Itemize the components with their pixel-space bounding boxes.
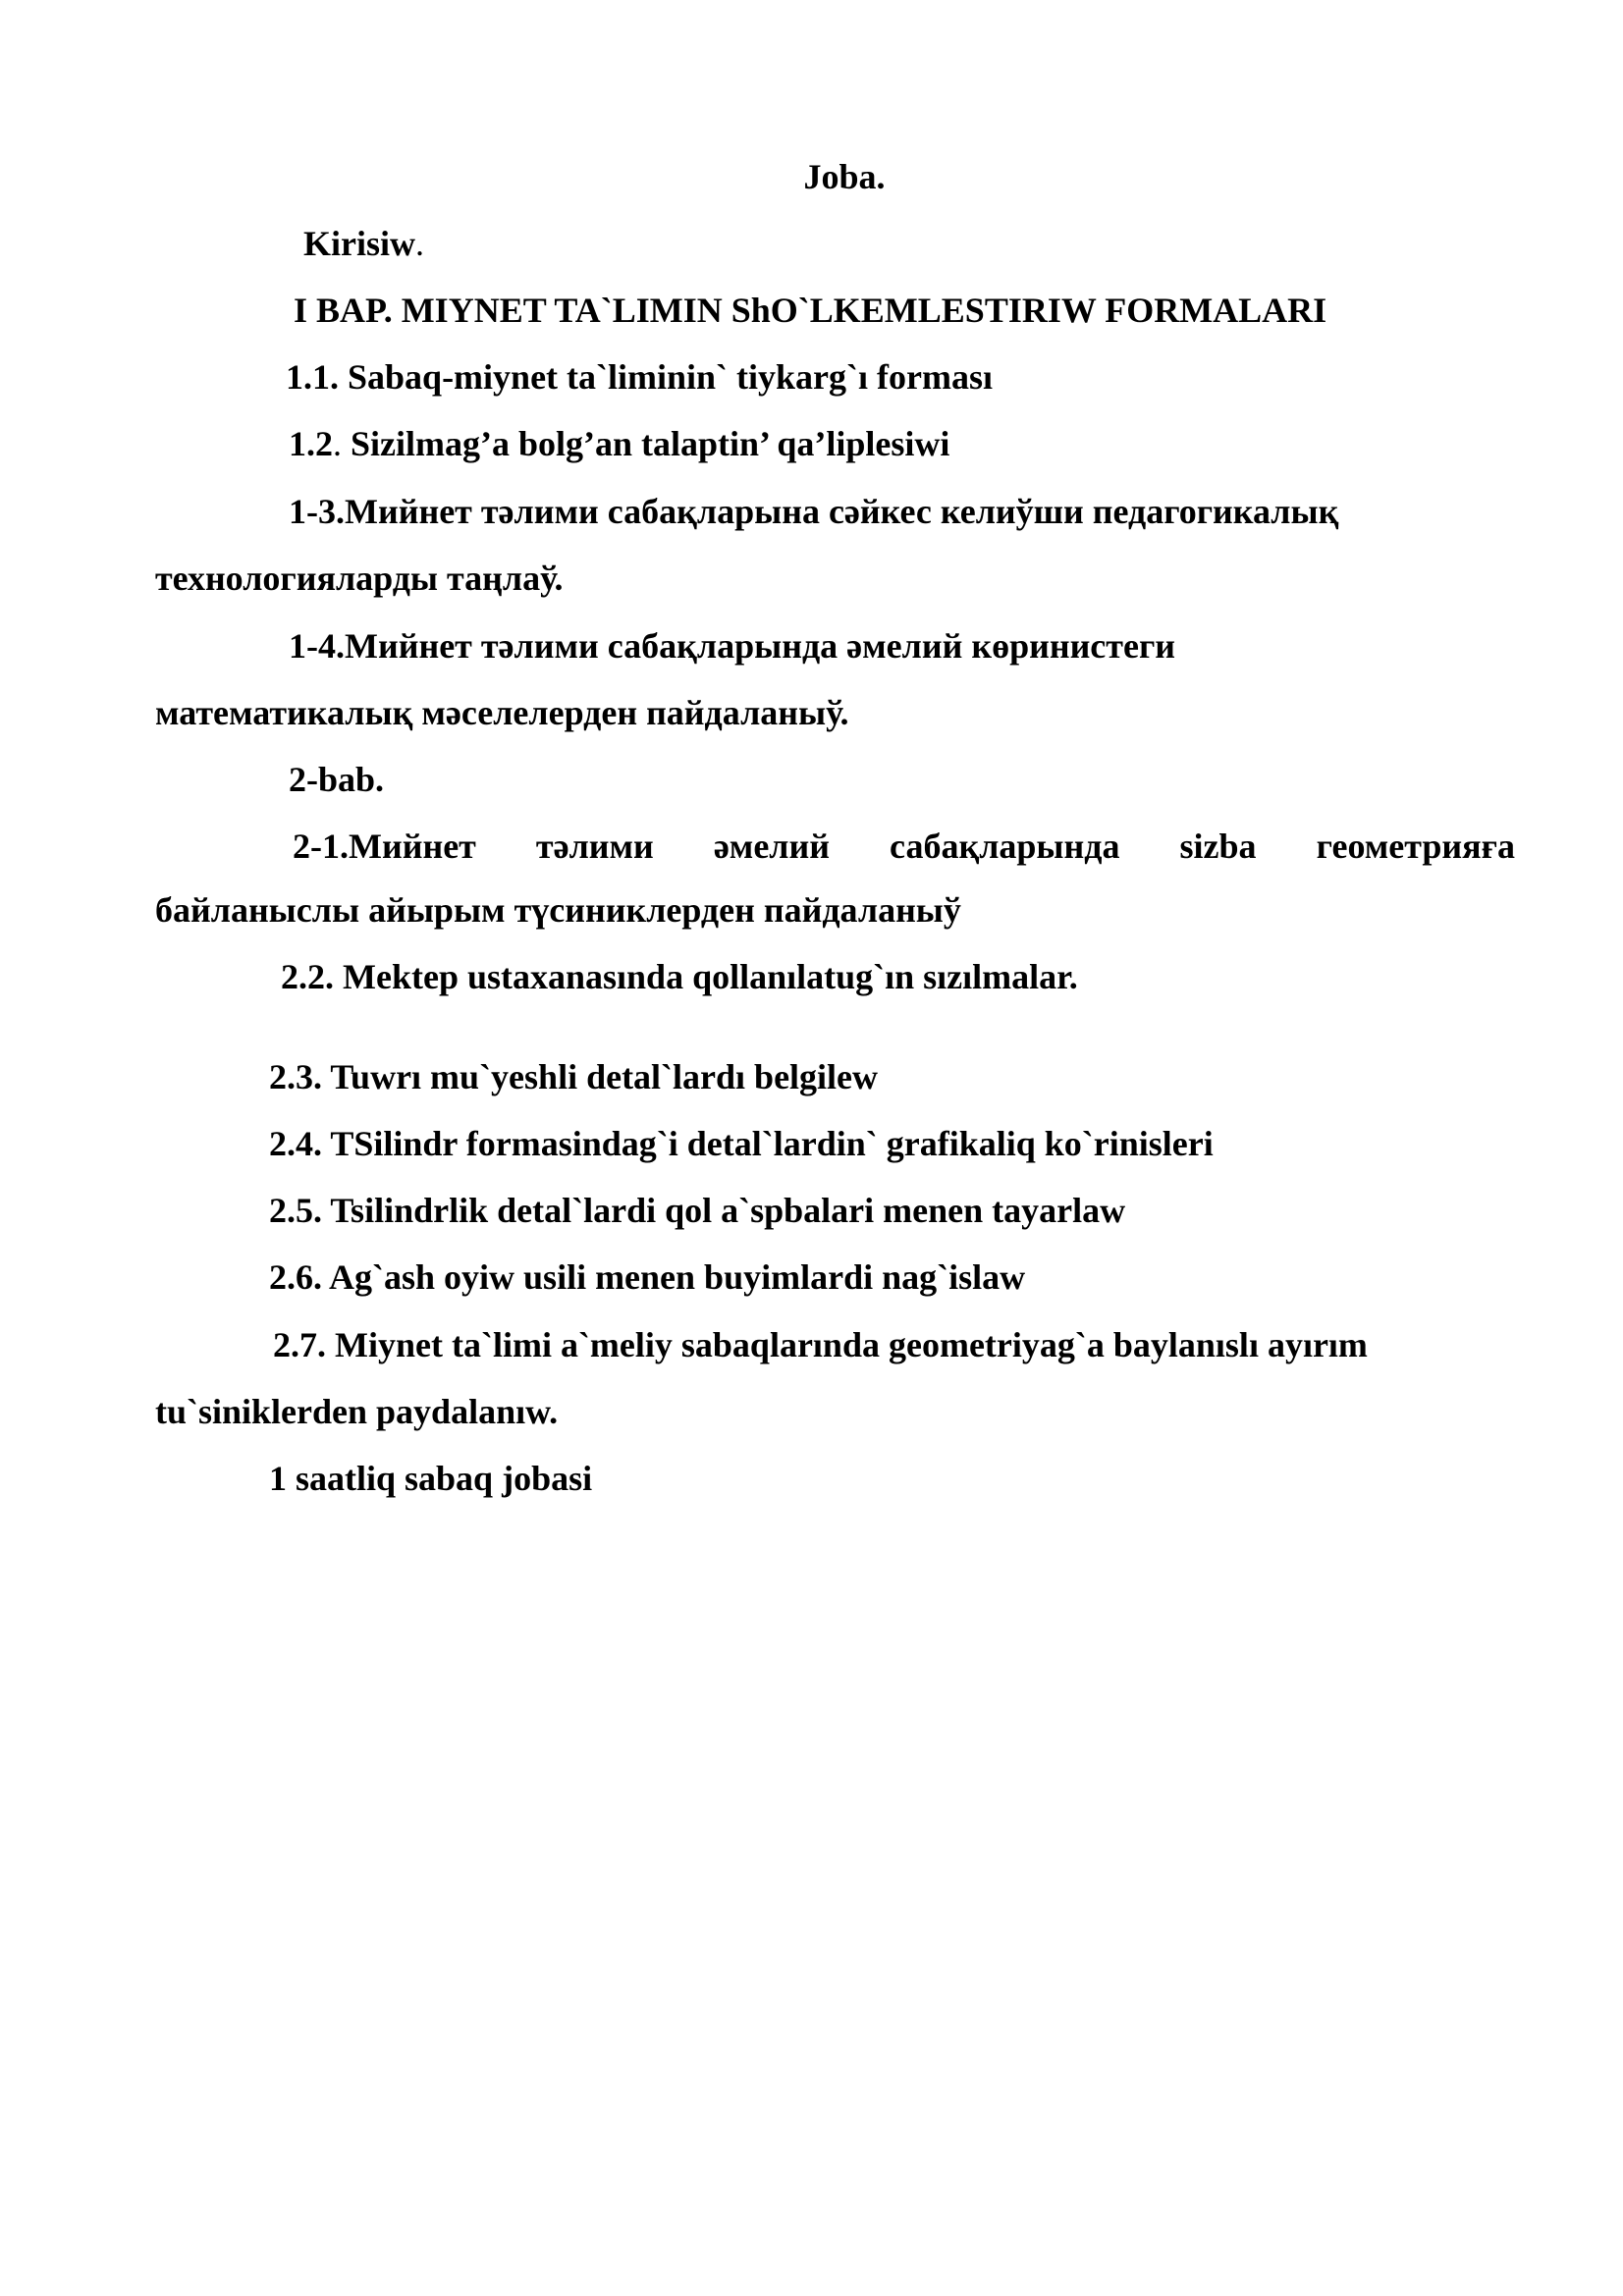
toc-item-2-1-word: сабақларында [890, 827, 1120, 866]
toc-item-2-1-word: тәлими [535, 827, 654, 866]
chapter-2-heading: 2-bab. [289, 760, 385, 799]
toc-item-2-2: 2.2. Mektep ustaxanasında qollanılatug`ın sızılmalar. [281, 957, 1078, 996]
toc-item-2-6: 2.6. Ag`ash oyiw usili menen buyimlardi nag`islaw [269, 1257, 1026, 1297]
toc-item-2-5: 2.5. Tsilindrlik detal`lardi qol a`spbalari menen tayarlaw [269, 1191, 1126, 1230]
plan-title: Joba. [803, 157, 886, 196]
toc-item-2-1-word: әмелий [713, 827, 830, 866]
toc-item-1-2-number: 1.2 [289, 424, 333, 463]
toc-item-1-2 [289, 422, 949, 465]
toc-item-2-7-line-1: 2.7. Miynet ta`limi a`meliy sabaqlarında geometriyag`a baylanıslı ayırım [273, 1325, 1368, 1364]
toc-item-1-1: 1.1. Sabaq-miynet ta`liminin` tiykarg`ı forması [286, 357, 993, 397]
intro-heading [303, 222, 424, 265]
toc-item-2-1-word: 2-1.Мийнет [293, 827, 476, 866]
toc-item-1-3-line-1: 1-3.Мийнет тәлими сабақларына сәйкес келиўши педагогикалық [289, 492, 1339, 531]
toc-item-2-1-word: геометрияға [1316, 827, 1515, 866]
toc-item-2-1-line-2: байланыслы айырым түсиниклерден пайдаланыў [155, 890, 961, 930]
toc-item-1-3-line-2: технологияларды таңлаў. [155, 559, 564, 598]
chapter-1-heading: I BAP. MIYNET TA`LIMIN ShO`LKEMLESTIRIW FORMALARI [294, 291, 1327, 330]
toc-item-2-3: 2.3. Tuwrı mu`yeshli detal`lardı belgilew [269, 1057, 879, 1096]
toc-item-1-4-line-2: математикалық мәселелерден пайдаланыў. [155, 693, 849, 732]
toc-item-2-4: 2.4. TSilindr formasindag`i detal`lardin` grafikaliq ko`rinisleri [269, 1124, 1214, 1163]
toc-item-2-1-line-1 [293, 825, 1515, 868]
lesson-plan-heading: 1 saatliq sabaq jobasi [269, 1459, 593, 1498]
toc-item-2-1-word: sizba [1179, 827, 1257, 866]
toc-item-1-2-dot: . [333, 424, 342, 463]
toc-item-1-2-text: Sizilmag’a bolg’an talaptin’ qa’liplesiwi [342, 424, 950, 463]
intro-dot: . [415, 224, 424, 263]
toc-item-2-7-line-2: tu`siniklerden paydalanıw. [155, 1392, 559, 1431]
toc-item-1-4-line-1: 1-4.Мийнет тәлими сабақларында әмелий көринистеги [289, 626, 1176, 666]
intro-text: Kirisiw [303, 224, 415, 263]
